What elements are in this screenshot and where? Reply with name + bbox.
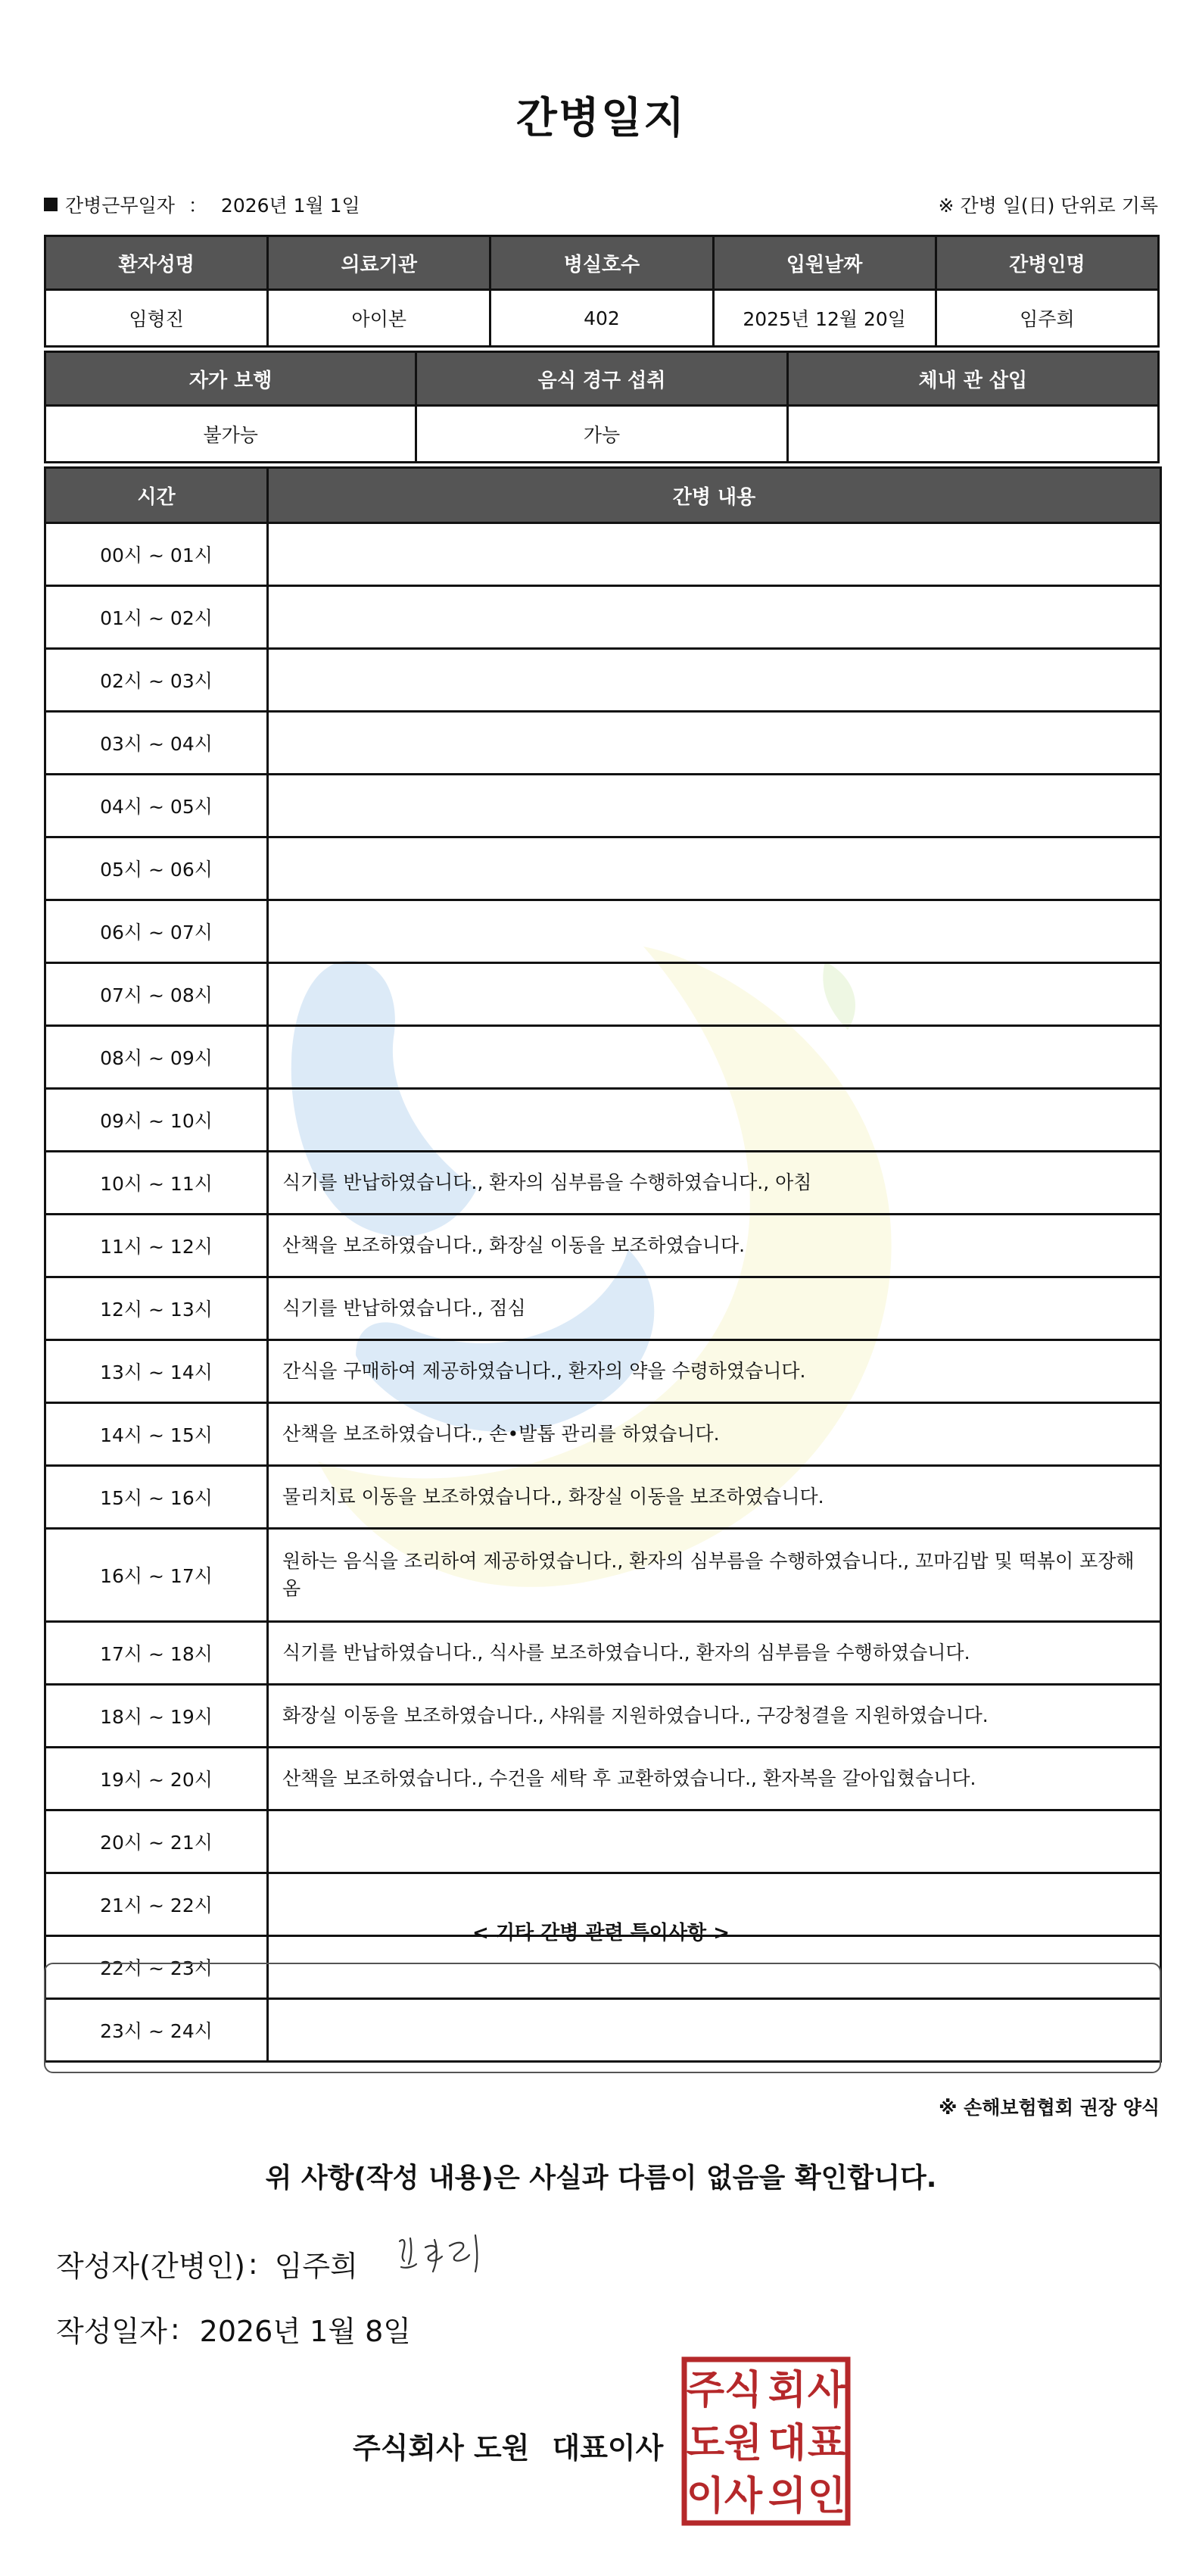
header-self-walking: 자가 보행	[45, 352, 416, 406]
log-content	[268, 963, 1161, 1026]
value-hospital: 아이본	[268, 290, 490, 347]
log-content	[268, 1810, 1161, 1873]
log-time: 22시 ~ 23시	[45, 1936, 268, 1999]
log-content	[268, 649, 1161, 712]
svg-text:대: 대	[768, 2421, 807, 2466]
written-date-line	[56, 2308, 411, 2350]
log-content: 물리치료 이동을 보조하였습니다., 화장실 이동을 보조하였습니다.	[268, 1466, 1161, 1529]
written-date-label: 작성일자	[56, 2315, 167, 2348]
log-time: 15시 ~ 16시	[45, 1466, 268, 1529]
log-time: 21시 ~ 22시	[45, 1873, 268, 1936]
log-time: 18시 ~ 19시	[45, 1685, 268, 1748]
log-time: 13시 ~ 14시	[45, 1340, 268, 1403]
header-tube-insertion: 체내 관 삽입	[787, 352, 1158, 406]
svg-text:표: 표	[807, 2421, 846, 2466]
writer-label: 작성자(간병인)	[56, 2250, 245, 2283]
work-date	[44, 191, 360, 218]
log-content	[268, 837, 1161, 900]
log-row	[45, 1403, 1161, 1466]
log-row	[45, 586, 1161, 649]
log-time: 23시 ~ 24시	[45, 1999, 268, 2062]
header-patient-name: 환자성명	[45, 236, 268, 290]
header-care-content: 간병 내용	[268, 468, 1161, 523]
log-row	[45, 1277, 1161, 1340]
log-row	[45, 1089, 1161, 1152]
company-line	[353, 2425, 663, 2466]
svg-text:원: 원	[724, 2421, 763, 2466]
log-time: 16시 ~ 17시	[45, 1529, 268, 1622]
log-content: 식기를 반납하였습니다., 점심	[268, 1277, 1161, 1340]
square-bullet-icon	[44, 198, 58, 211]
patient-info-table	[44, 235, 1160, 348]
value-oral-intake: 가능	[416, 406, 787, 463]
value-patient-name: 임형진	[45, 290, 268, 347]
log-row	[45, 837, 1161, 900]
log-time: 05시 ~ 06시	[45, 837, 268, 900]
handwritten-signature	[394, 2225, 492, 2285]
written-date-value: 2026년 1월 8일	[199, 2315, 411, 2348]
log-content	[268, 1026, 1161, 1089]
log-row	[45, 712, 1161, 775]
value-tube-insertion	[787, 406, 1158, 463]
special-notes-title: < 기타 간병 관련 특이사항 >	[472, 1922, 730, 1944]
header-room-number: 병실호수	[490, 236, 713, 290]
log-content: 식기를 반납하였습니다., 식사를 보조하였습니다., 환자의 심부름을 수행하였습니다.	[268, 1622, 1161, 1685]
log-time: 01시 ~ 02시	[45, 586, 268, 649]
svg-text:사: 사	[807, 2368, 846, 2413]
log-content	[268, 775, 1161, 837]
log-content: 간식을 구매하여 제공하였습니다., 환자의 약을 수령하였습니다.	[268, 1340, 1161, 1403]
log-content	[268, 1089, 1161, 1152]
value-self-walking: 불가능	[45, 406, 416, 463]
log-time: 17시 ~ 18시	[45, 1622, 268, 1685]
log-time: 14시 ~ 15시	[45, 1403, 268, 1466]
log-row	[45, 1810, 1161, 1873]
work-date-colon: ：	[188, 195, 207, 217]
log-row	[45, 1622, 1161, 1685]
value-admission-date: 2025년 12월 20일	[713, 290, 936, 347]
log-row	[45, 1152, 1161, 1215]
patient-status-value-row	[45, 406, 1159, 463]
svg-text:도: 도	[686, 2421, 725, 2466]
svg-text:회: 회	[768, 2368, 807, 2413]
svg-text:의: 의	[768, 2474, 807, 2519]
special-notes-box	[44, 1963, 1161, 2073]
log-time: 08시 ~ 09시	[45, 1026, 268, 1089]
patient-status-table	[44, 351, 1160, 463]
writer-colon: :	[248, 2247, 258, 2281]
value-caregiver-name: 임주희	[936, 290, 1158, 347]
log-time: 06시 ~ 07시	[45, 900, 268, 963]
log-row	[45, 963, 1161, 1026]
log-row	[45, 775, 1161, 837]
log-time: 04시 ~ 05시	[45, 775, 268, 837]
header-oral-intake: 음식 경구 섭취	[416, 352, 787, 406]
header-hospital: 의료기관	[268, 236, 490, 290]
written-date-colon: :	[170, 2312, 180, 2346]
log-time: 10시 ~ 11시	[45, 1152, 268, 1215]
company-seal-stamp	[681, 2356, 851, 2526]
svg-text:사: 사	[724, 2474, 763, 2519]
log-content: 원하는 음식을 조리하여 제공하였습니다., 환자의 심부름을 수행하였습니다., 꼬마김밥 및 떡볶이 포장해옴	[268, 1529, 1161, 1622]
log-row	[45, 1215, 1161, 1277]
log-time: 11시 ~ 12시	[45, 1215, 268, 1277]
log-time: 03시 ~ 04시	[45, 712, 268, 775]
log-time: 09시 ~ 10시	[45, 1089, 268, 1152]
log-row	[45, 1748, 1161, 1810]
log-time: 20시 ~ 21시	[45, 1810, 268, 1873]
care-log-header-row	[45, 468, 1161, 523]
log-content: 산책을 보조하였습니다., 화장실 이동을 보조하였습니다.	[268, 1215, 1161, 1277]
document-title: 간병일지	[515, 94, 687, 143]
log-content: 산책을 보조하였습니다., 수건을 세탁 후 교환하였습니다., 환자복을 갈아입혔습니다.	[268, 1748, 1161, 1810]
writer-name: 임주희	[274, 2250, 358, 2283]
log-content	[268, 900, 1161, 963]
svg-text:식: 식	[724, 2368, 763, 2413]
log-row	[45, 1529, 1161, 1622]
log-time: 02시 ~ 03시	[45, 649, 268, 712]
header-caregiver-name: 간병인명	[936, 236, 1158, 290]
log-content	[268, 586, 1161, 649]
log-content: 화장실 이동을 보조하였습니다., 샤워를 지원하였습니다., 구강청결을 지원하였습니다.	[268, 1685, 1161, 1748]
log-content	[268, 712, 1161, 775]
log-row	[45, 1466, 1161, 1529]
patient-info-header-row	[45, 236, 1159, 290]
log-row	[45, 523, 1161, 586]
meta-row	[44, 191, 1158, 221]
work-date-value: 2026년 1월 1일	[220, 195, 360, 217]
work-date-label: 간병근무일자	[65, 195, 175, 217]
confirmation-statement: 위 사항(작성 내용)은 사실과 다름이 없음을 확인합니다.	[265, 2163, 937, 2194]
log-time: 07시 ~ 08시	[45, 963, 268, 1026]
log-content	[268, 523, 1161, 586]
care-log-table	[44, 466, 1162, 2063]
log-row	[45, 1340, 1161, 1403]
company-name: 주식회사 도원	[353, 2431, 530, 2465]
recommend-note: ※ 손해보험협회 권장 양식	[939, 2097, 1160, 2119]
log-time: 19시 ~ 20시	[45, 1748, 268, 1810]
header-time: 시간	[45, 468, 268, 523]
writer-line	[56, 2243, 358, 2284]
svg-text:인: 인	[807, 2474, 846, 2519]
svg-text:이: 이	[686, 2474, 725, 2519]
log-row	[45, 900, 1161, 963]
log-time: 12시 ~ 13시	[45, 1277, 268, 1340]
log-row	[45, 649, 1161, 712]
svg-text:주: 주	[686, 2368, 725, 2413]
log-content: 산책을 보조하였습니다., 손•발톱 관리를 하였습니다.	[268, 1403, 1161, 1466]
log-time: 00시 ~ 01시	[45, 523, 268, 586]
log-row	[45, 1026, 1161, 1089]
patient-info-value-row	[45, 290, 1159, 347]
log-row	[45, 1685, 1161, 1748]
patient-status-header-row	[45, 352, 1159, 406]
value-room-number: 402	[490, 290, 713, 347]
company-title: 대표이사	[552, 2431, 664, 2465]
log-content: 식기를 반납하였습니다., 환자의 심부름을 수행하였습니다., 아침	[268, 1152, 1161, 1215]
record-note: ※ 간병 일(日) 단위로 기록	[938, 195, 1158, 217]
header-admission-date: 입원날짜	[713, 236, 936, 290]
